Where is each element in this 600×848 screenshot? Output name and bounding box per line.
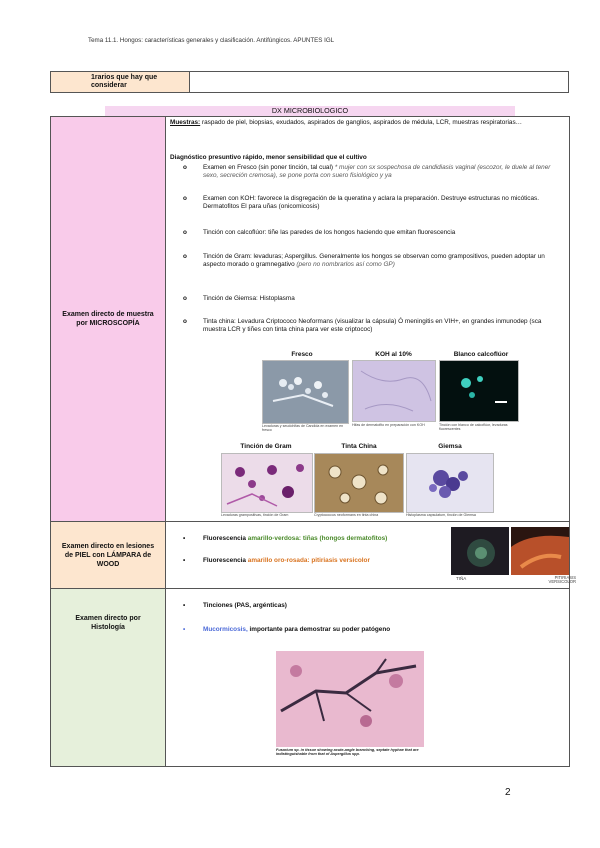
list-item: o Tinción con calcoflúor: tiñe las paredes de los hongos haciendo que emitan fluorescencia: [183, 229, 456, 236]
tina-photo: [451, 527, 509, 575]
muestras-text: Muestras: raspado de piel, biopsias, exudados, aspirados de ganglios, aspirados de médula, LCR, muestras respiratorias…: [170, 119, 523, 126]
giemsa-micrograph: [406, 453, 494, 513]
figure-label-gram: Tinción de Gram: [240, 443, 292, 450]
figure-label-calcofluor: Blanco calcoflúor: [453, 351, 509, 358]
figure-caption: Tinción con blanco de calcoflúor, levaduras fluorescentes: [439, 423, 508, 432]
figure-label-fresco: Fresco: [291, 351, 313, 358]
tinta-china-micrograph: [314, 453, 404, 513]
list-item: o Examen con KOH: favorece la disgregación de la queratina y aclara la preparación. Destruye estructuras no micóticas. Dermatofitos El para uñas (onicomicosis): [183, 195, 540, 211]
list-item: • Tinciones (PAS, argénticas): [183, 602, 287, 609]
koh-image: [353, 361, 435, 421]
histology-image: [276, 651, 424, 747]
figure-caption: Levaduras grampositivas, tinción de Gram: [221, 513, 289, 517]
page-header: Tema 11.1. Hongos: características generales y clasificación. Antifúngicos. APUNTES IGL: [88, 37, 335, 44]
figure-caption: Histoplasma capsulatum, tinción de Giemsa: [406, 513, 476, 517]
pitiriasis-photo: [511, 527, 569, 575]
pitiriasis-image: [511, 527, 569, 575]
diagnostic-note: Diagnóstico presuntivo rápido, menor sensibilidad que el cultivo: [170, 154, 367, 161]
microscopy-content: [166, 117, 569, 521]
list-item: • Fluorescencia amarillo oro-rosada: pitiriasis versicolor: [183, 557, 370, 564]
calcofluor-micrograph: [439, 360, 519, 422]
list-item: o Tinta china: Levadura Criptococo Neoformans (visualizar la cápsula) Ó meningitis en VIH+, en grandes inmunodep (sca muestra LCR y tiñes con tinta china para ver este criptococ): [183, 318, 542, 334]
tinta-china-image: [315, 454, 403, 512]
top-row-label: 1rarios que hay que considerar: [51, 72, 190, 92]
histology-content: [166, 589, 569, 766]
pitiriasis-label: PITIRIASIS VERSICOLOR: [548, 575, 576, 585]
tina-image: [451, 527, 509, 575]
fresco-image: [263, 361, 348, 423]
fresco-micrograph: [262, 360, 349, 424]
microscopy-label: Examen directo de muestra por MICROSCOPÍA: [51, 117, 166, 521]
figure-label-tinta-china: Tinta China: [341, 443, 377, 450]
figure-caption: Hifas de dermatofito en preparación con KOH: [352, 423, 425, 427]
figure-caption: Levaduras y seudohifas de Candida en examen en fresco: [262, 424, 344, 433]
histology-row: [50, 588, 570, 767]
page-number: 2: [505, 787, 511, 798]
figure-caption: Cryptococcus neoformans en tinta china: [314, 513, 379, 517]
giemsa-image: [407, 454, 493, 512]
figure-label-koh: KOH al 10%: [375, 351, 412, 358]
microscopy-row: [50, 116, 570, 522]
figure-label-giemsa: Giemsa: [438, 443, 462, 450]
gram-micrograph: [221, 453, 313, 513]
section-title: DX MICROBIOLOGICO: [105, 106, 515, 116]
tina-label: TIÑA: [456, 576, 467, 581]
wood-lamp-content: [166, 522, 576, 588]
gram-image: [222, 454, 312, 512]
histology-label: Examen directo por Histología: [51, 589, 166, 766]
histology-caption: Fusarium sp. in tissue showing acute-angle branching, septate hyphae that are indistinguishable from that of Aspergillus spp.: [276, 748, 419, 757]
list-item: o Tinción de Gram: levaduras; Aspergillus. Generalmente los hongos se observan como grampositivos, pueden adoptar un aspecto morado o gramnegativo (pero no nombrarlos así como GP): [183, 253, 545, 269]
histology-micrograph: [276, 651, 424, 747]
wood-lamp-label: Examen directo en lesiones de PIEL con LÁMPARA de WOOD: [51, 522, 166, 588]
list-item: • Fluorescencia amarillo-verdosa: tiñas (hongos dermatofitos): [183, 535, 388, 542]
wood-lamp-row: [50, 521, 576, 589]
list-item: • Mucormicosis, importante para demostrar su poder patógeno: [183, 626, 391, 633]
calcofluor-image: [440, 361, 518, 421]
koh-micrograph: [352, 360, 436, 422]
list-item: o Examen en Fresco (sin poner tinción, tal cual) * mujer con sx sospechosa de candidiasis vaginal (escozor, le duele al tener sexo, secreción cremosa), se pone porta con suero fisiológico y ya: [183, 164, 551, 180]
list-item: o Tinción de Giemsa: Histoplasma: [183, 295, 295, 302]
top-table-row: [50, 71, 569, 93]
